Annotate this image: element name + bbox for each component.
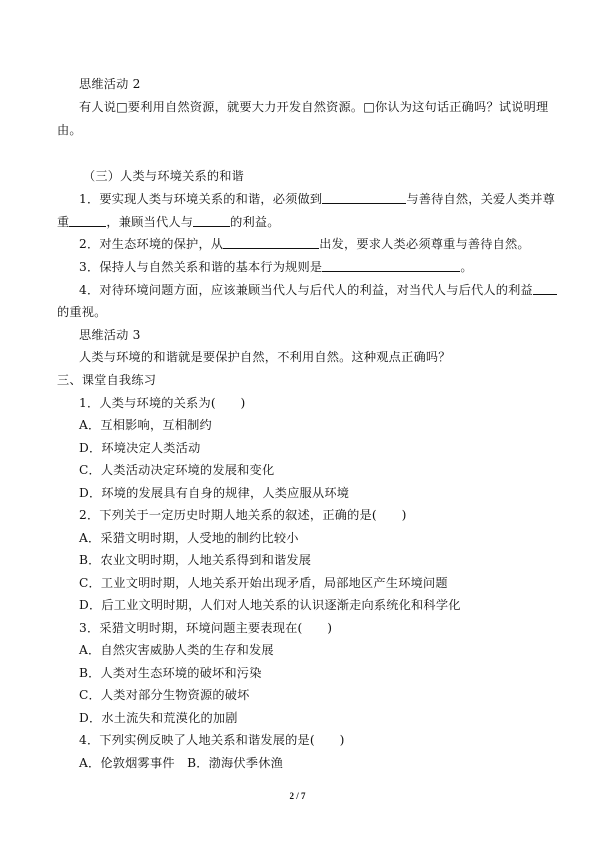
question-2-option: C．工业文明时期，人地关系开始出现矛盾，局部地区产生环境问题: [79, 576, 448, 590]
question-3-option: D．水土流失和荒漠化的加剧: [79, 711, 238, 725]
question-3: 3．采猎文明时期，环境问题主要表现在( ): [79, 621, 333, 635]
question-4-option: A．伦敦烟雾事件 B．渤海伏季休渔: [79, 756, 283, 770]
fill-blank-question-1-cont: 重 ，兼顾当代人与 的利益。: [57, 215, 280, 229]
question-1-option: D．环境的发展具有自身的规律，人类应服从环境: [79, 486, 350, 500]
question-2: 2．下列关于一定历史时期人地关系的叙述，正确的是( ): [79, 508, 407, 522]
question-3-option: C．人类对部分生物资源的破坏: [79, 688, 250, 702]
answer-blank[interactable]: [223, 236, 319, 249]
question-2-option: B．农业文明时期，人地关系得到和谐发展: [79, 553, 312, 567]
section-heading: （三）人类与环境关系的和谐: [83, 169, 245, 183]
section-heading-practice: 三、课堂自我练习: [57, 373, 157, 387]
question-1-option: D．环境决定人类活动: [79, 441, 201, 455]
answer-blank[interactable]: [322, 191, 406, 204]
question-3-option: A．自然灾害威胁人类的生存和发展: [79, 643, 274, 657]
answer-blank[interactable]: [533, 282, 557, 295]
question-2-option: D．后工业文明时期，人们对人地关系的认识逐渐走向系统化和科学化: [79, 598, 461, 612]
question-1: 1．人类与环境的关系为( ): [79, 396, 246, 410]
fill-blank-question-4-cont: 的重视。: [57, 305, 107, 319]
page-number: 2 / 7: [289, 791, 306, 801]
question-1-option: C．人类活动决定环境的发展和变化: [79, 463, 275, 477]
question-1-option: A．互相影响，互相制约: [79, 418, 212, 432]
paragraph-line: 由。: [57, 123, 82, 137]
thinking-activity-3-heading: 思维活动 3: [79, 328, 141, 342]
answer-blank[interactable]: [322, 259, 460, 272]
question-2-option: A．采猎文明时期，人受地的制约比较小: [79, 531, 299, 545]
fill-blank-question-1: 1．要实现人类与环境关系的和谐，必须做到 与善待自然，关爱人类并尊: [79, 192, 555, 206]
fill-blank-question-2: 2．对生态环境的保护，从 出发，要求人类必须尊重与善待自然。: [79, 237, 530, 251]
question-4: 4．下列实例反映了人地关系和谐发展的是( ): [79, 733, 345, 747]
paragraph-line: 有人说□要利用自然资源，就要大力开发自然资源。□你认为这句话正确吗？试说明理: [79, 100, 549, 114]
question-3-option: B．人类对生态环境的破坏和污染: [79, 666, 262, 680]
answer-blank[interactable]: [69, 214, 106, 227]
answer-blank[interactable]: [193, 214, 230, 227]
fill-blank-question-4: 4．对待环境问题方面，应该兼顾当代人与后代人的利益，对当代人与后代人的利益: [0, 282, 595, 298]
paragraph-line: 人类与环境的和谐就是要保护自然，不利用自然。这种观点正确吗？: [79, 350, 451, 364]
thinking-activity-2-heading: 思维活动 2: [79, 77, 141, 91]
fill-blank-question-3: 3．保持人与自然关系和谐的基本行为规则是 。: [79, 260, 473, 274]
